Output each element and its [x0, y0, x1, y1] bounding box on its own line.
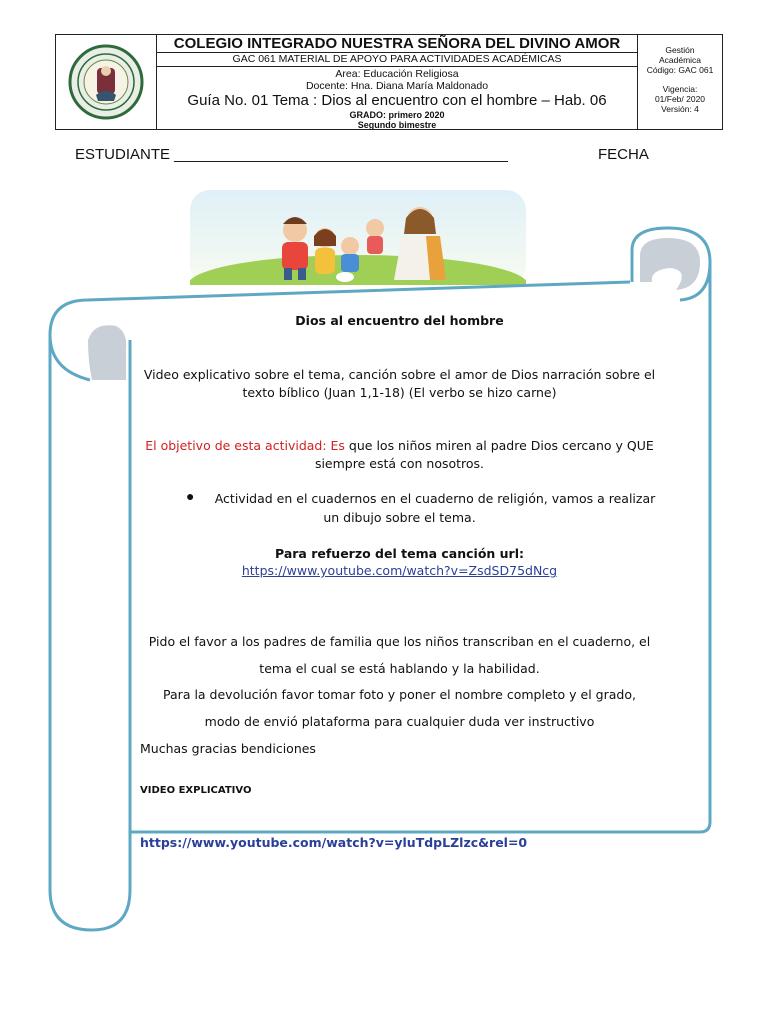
video-description-line-1: Video explicativo sobre el tema, canción sobre el amor de Dios narración sobre el: [143, 367, 656, 382]
gac-line: GAC 061 MATERIAL DE APOYO PARA ACTIVIDADES ACADÉMICAS: [157, 53, 637, 67]
grado-line: GRADO: primero 2020: [349, 110, 445, 120]
bullet-line-1: Actividad en el cuadernos en el cuaderno de religión, vamos a realizar: [214, 491, 656, 506]
top-curl: [640, 238, 700, 290]
bullet-icon: ●: [186, 488, 195, 504]
objective-text: que los niños miren al padre Dios cercano y QUE: [344, 438, 654, 453]
area-line: Area: Educación Religiosa: [335, 68, 459, 80]
bimestre-line: Segundo bimestre: [357, 120, 437, 130]
objective-line-1: [132, 436, 667, 455]
pido-line-1: Pido el favor a los padres de familia que los niños transcriban en el cuaderno, el: [148, 634, 651, 649]
pido-line-2: tema el cual se está hablando y la habilidad.: [259, 661, 540, 676]
video-description-line-2: texto bíblico (Juan 1,1-18) (El verbo se hizo carne): [242, 385, 557, 400]
song-link-row: [132, 561, 667, 580]
vigencia-date: 01/Feb/ 2020: [654, 94, 706, 104]
refuerzo-label: Para refuerzo del tema canción url:: [275, 546, 524, 561]
left-curl: [88, 325, 126, 380]
docente-line: Docente: Hna. Diana María Maldonado: [305, 80, 489, 92]
video-label: VIDEO EXPLICATIVO: [140, 785, 252, 796]
devolucion-line-2: modo de envió plataforma para cualquier duda ver instructivo: [204, 714, 595, 729]
thanks-line: Muchas gracias bendiciones: [140, 741, 316, 756]
guia-line: Guía No. 01 Tema : Dios al encuentro con el hombre – Hab. 06: [187, 92, 607, 109]
date-field: FECHA: [598, 146, 649, 163]
objective-label: El objetivo de esta actividad: Es: [145, 438, 345, 453]
section-title: Dios al encuentro del hombre: [295, 313, 504, 328]
devolucion-line-1: Para la devolución favor tomar foto y poner el nombre completo y el grado,: [163, 687, 636, 702]
academica-label: Académica: [658, 55, 702, 65]
version-label: Versión: 4: [661, 104, 699, 114]
song-url-link[interactable]: https://www.youtube.com/watch?v=ZsdSD75dNcg: [241, 563, 558, 578]
vigencia-label: Vigencia:: [662, 84, 698, 94]
bullet-line-2: un dibujo sobre el tema.: [323, 510, 476, 525]
gestion-label: Gestión: [665, 45, 695, 55]
school-name: COLEGIO INTEGRADO NUESTRA SEÑORA DEL DIVINO AMOR: [157, 35, 637, 53]
student-field: ESTUDIANTE ________________________________________: [75, 146, 508, 163]
video-url-link[interactable]: https://www.youtube.com/watch?v=yluTdpLZlzc&rel=0: [140, 835, 528, 850]
codigo-label: Código: GAC 061: [646, 65, 714, 75]
objective-line-2: siempre está con nosotros.: [314, 456, 485, 471]
